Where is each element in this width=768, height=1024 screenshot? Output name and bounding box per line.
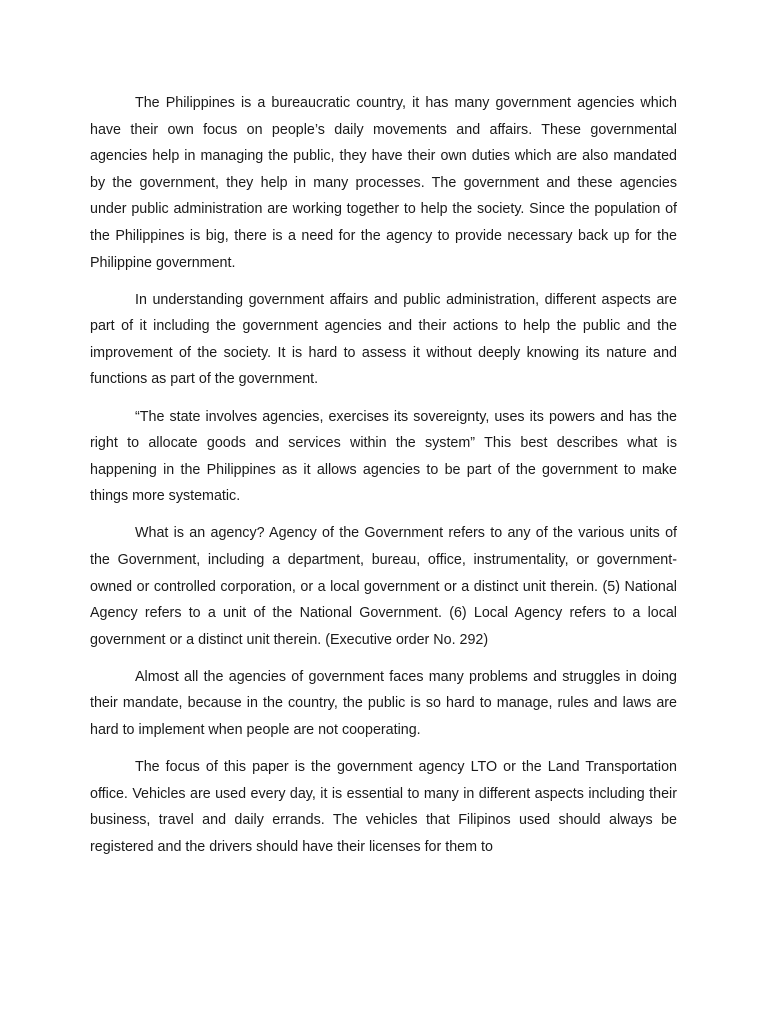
paragraph-1: The Philippines is a bureaucratic country, it has many government agencies which have their own focus on people’s daily movements and affairs. These governmental agencies help in managing the public, they have their own duties which are also mandated by the government, they help in many processes. The government and these agencies under public administration are working together to help the society. Since the population of the Philippines is big, there is a need for the agency to provide necessary back up for the Philippine government. <box>90 95 677 271</box>
paragraph-2: In understanding government affairs and public administration, different aspects are part of it including the government agencies and their actions to help the public and the improvement of the society. It is hard to assess it without deeply knowing its nature and functions as part of the government. <box>90 291 677 388</box>
paragraph-5: Almost all the agencies of government faces many problems and struggles in doing their mandate, because in the country, the public is so hard to manage, rules and laws are hard to implement when people are not cooperating. <box>90 668 677 739</box>
document-body <box>90 90 677 871</box>
paragraph-3: “The state involves agencies, exercises its sovereignty, uses its powers and has the right to allocate goods and services within the system” This best describes what is happening in the Philippines as it allows agencies to be part of the government to make things more systematic. <box>90 408 677 505</box>
paragraph-6: The focus of this paper is the government agency LTO or the Land Transportation office. Vehicles are used every day, it is essential to many in different aspects including their business, travel and daily errands. The vehicles that Filipinos used should always be registered and the drivers should have their licenses for them to <box>90 759 677 855</box>
paragraph-4: What is an agency? Agency of the Government refers to any of the various units of the Government, including a department, bureau, office, instrumentality, or government-owned or controlled corporation, or a local government or a distinct unit therein. (5) National Agency refers to a unit of the National Government. (6) Local Agency refers to a local government or a distinct unit therein. (Executive order No. 292) <box>90 525 677 648</box>
